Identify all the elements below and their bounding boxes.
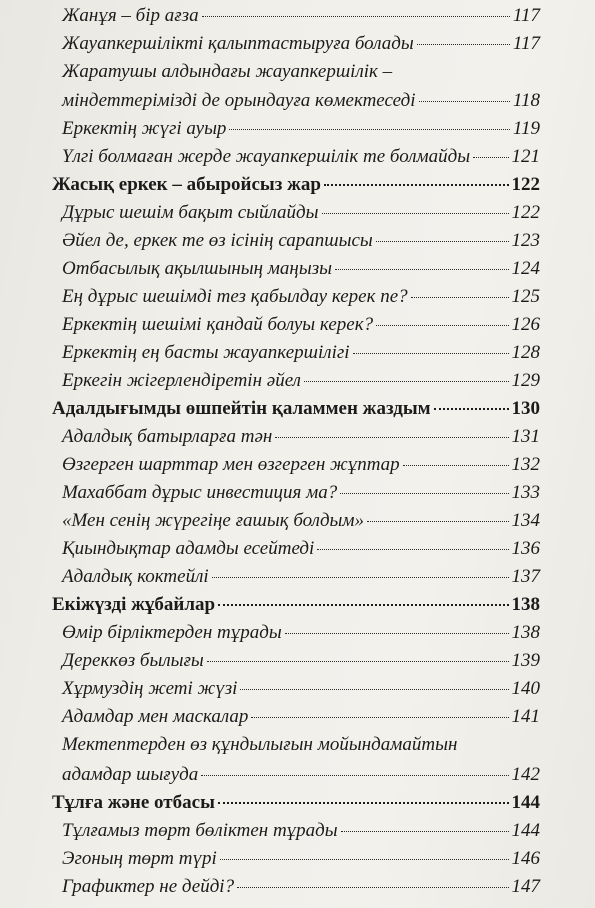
dot-leader [322,212,509,214]
toc-entry[interactable] [62,90,540,112]
toc-entry[interactable] [62,118,540,140]
toc-entry-title: Адалдық батырларға тән [62,426,273,447]
dot-leader [376,240,509,242]
toc-entry-title: міндеттерімізді де орындауға көмектеседі [62,90,416,111]
toc-entry-title: Еркектің ең басты жауапкершілігі [62,342,350,363]
toc-page-number: 122 [511,174,540,195]
toc-entry[interactable] [62,482,540,504]
toc-section-entry[interactable] [52,398,540,420]
toc-entry-title: Адалдық коктейлі [62,566,209,587]
toc-page-number: 119 [512,118,540,139]
dot-leader [202,15,510,17]
dot-leader [212,576,509,578]
toc-page-number: 137 [511,566,540,587]
dot-leader [317,548,508,550]
toc-section-entry[interactable] [52,792,540,814]
dot-leader [353,352,509,354]
toc-page-number: 139 [511,650,540,671]
toc-entry[interactable] [62,230,540,252]
toc-entry-title: Ең дұрыс шешімді тез қабылдау керек пе? [62,286,408,307]
dot-leader [201,774,508,776]
toc-section-entry[interactable] [52,174,540,196]
dot-leader [237,886,508,888]
toc-page-number: 133 [511,482,540,503]
toc-entry-title: Тұлға және отбасы [52,792,215,813]
toc-page-number: 136 [511,538,540,559]
toc-entry[interactable] [62,820,540,842]
toc-page-number: 138 [511,594,540,615]
toc-entry-title: Адалдығымды өшпейтін қаламмен жаздым [52,398,431,419]
dot-leader [218,603,508,606]
dot-leader [285,632,509,634]
toc-entry[interactable] [62,258,540,280]
toc-entry[interactable] [62,678,540,700]
toc-entry[interactable] [62,650,540,672]
toc-page-number: 144 [511,820,540,841]
toc-entry-title: Отбасылық ақылшының маңызы [62,258,333,279]
toc-entry-title: Үлгі болмаған жерде жауапкершілік те болмайды [62,146,471,167]
toc-entry[interactable] [62,876,540,898]
toc-entry[interactable] [62,314,540,336]
toc-entry-title: Еркектің шешімі қандай болуы керек? [62,314,374,335]
toc-page-number: 129 [511,370,540,391]
dot-leader [341,830,509,832]
dot-leader [473,156,508,158]
toc-entry[interactable] [62,33,540,55]
toc-entry-title: Графиктер не дейді? [62,876,235,897]
toc-entry-title: Қиындықтар адамды есейтеді [62,538,315,559]
toc-entry[interactable] [62,370,540,392]
toc-entry[interactable] [62,342,540,364]
toc-page-number: 140 [511,678,540,699]
toc-page-number: 126 [511,314,540,335]
dot-leader [419,100,510,102]
dot-leader [324,183,509,186]
dot-leader [340,492,508,494]
toc-entry[interactable] [62,622,540,644]
toc-entry-title: Әйел де, еркек те өз ісінің сарапшысы [62,230,373,251]
dot-leader [403,464,509,466]
toc-entry-title: Тұлғамыз төрт бөліктен тұрады [62,820,338,841]
toc-entry-title: Өзгерген шарттар мен өзгерген жұптар [62,454,400,475]
toc-entry-title-first-line: Жаратушы алдындағы жауапкершілік – [62,61,393,82]
dot-leader [220,858,509,860]
toc-entry[interactable] [62,538,540,560]
toc-entry[interactable] [62,426,540,448]
toc-entry-title: Дұрыс шешім бақыт сыйлайды [62,202,319,223]
toc-page-number: 125 [511,286,540,307]
toc-entry[interactable] [62,5,540,27]
toc-page-number: 117 [512,5,540,26]
toc-page-number: 128 [511,342,540,363]
toc-entry[interactable] [62,146,540,168]
toc-entry-title: Еркегін жігерлендіретін әйел [62,370,301,391]
toc-page-number: 146 [511,848,540,869]
dot-leader [207,660,509,662]
toc-page-number: 123 [511,230,540,251]
toc-page-number: 124 [511,258,540,279]
toc-entry[interactable] [62,510,540,532]
toc-entry-title: Жанұя – бір ағза [62,5,199,26]
dot-leader [304,380,509,382]
dot-leader [229,128,509,130]
toc-page-number: 144 [511,792,540,813]
toc-entry-title: Адамдар мен маскалар [62,706,249,727]
toc-page-number: 147 [511,876,540,897]
toc-entry-title: Хұрмуздің жеті жүзі [62,678,238,699]
dot-leader [251,716,508,718]
toc-entry-title: адамдар шығуда [62,764,199,785]
toc-entry-title: Махаббат дұрыс инвестиция ма? [62,482,338,503]
toc-page-number: 122 [511,202,540,223]
toc-page-number: 132 [511,454,540,475]
toc-entry-title-first-line: Мектептерден өз құндылығын мойындамайтын [62,734,458,755]
dot-leader [417,43,510,45]
toc-section-entry[interactable] [52,594,540,616]
dot-leader [218,801,509,804]
toc-page-number: 131 [511,426,540,447]
toc-page-number: 138 [511,622,540,643]
toc-entry-title: Дереккөз былығы [62,650,204,671]
toc-entry[interactable] [62,706,540,728]
toc-entry-title: Жасық еркек – абыройсыз жар [52,174,321,195]
toc-entry-title: Екіжүзді жұбайлар [52,594,216,615]
toc-entry[interactable] [62,286,540,308]
toc-page-number: 118 [512,90,540,111]
toc-page-number: 141 [511,706,540,727]
dot-leader [411,296,509,298]
dot-leader [240,688,508,690]
toc-entry-title: «Мен сенің жүрегіңе ғашық болдым» [62,510,365,531]
dot-leader [367,520,508,522]
toc-entry-title: Эгоның төрт түрі [62,848,217,869]
toc-entry[interactable] [62,454,540,476]
toc-page-number: 134 [511,510,540,531]
toc-page-number: 117 [512,33,540,54]
toc-page-number: 142 [511,764,540,785]
dot-leader [335,268,508,270]
toc-entry-title: Жауапкершілікті қалыптастыруға болады [62,33,414,54]
dot-leader [376,324,508,326]
toc-page-number: 121 [511,146,540,167]
toc-entry[interactable] [62,848,540,870]
toc-entry[interactable] [62,566,540,588]
toc-entry-title: Өмір бірліктерден тұрады [62,622,282,643]
toc-entry-title: Еркектің жүгі ауыр [62,118,227,139]
toc-page-number: 130 [511,398,540,419]
toc-entry[interactable] [62,764,540,786]
dot-leader [275,436,508,438]
dot-leader [434,407,509,410]
toc-entry[interactable] [62,202,540,224]
